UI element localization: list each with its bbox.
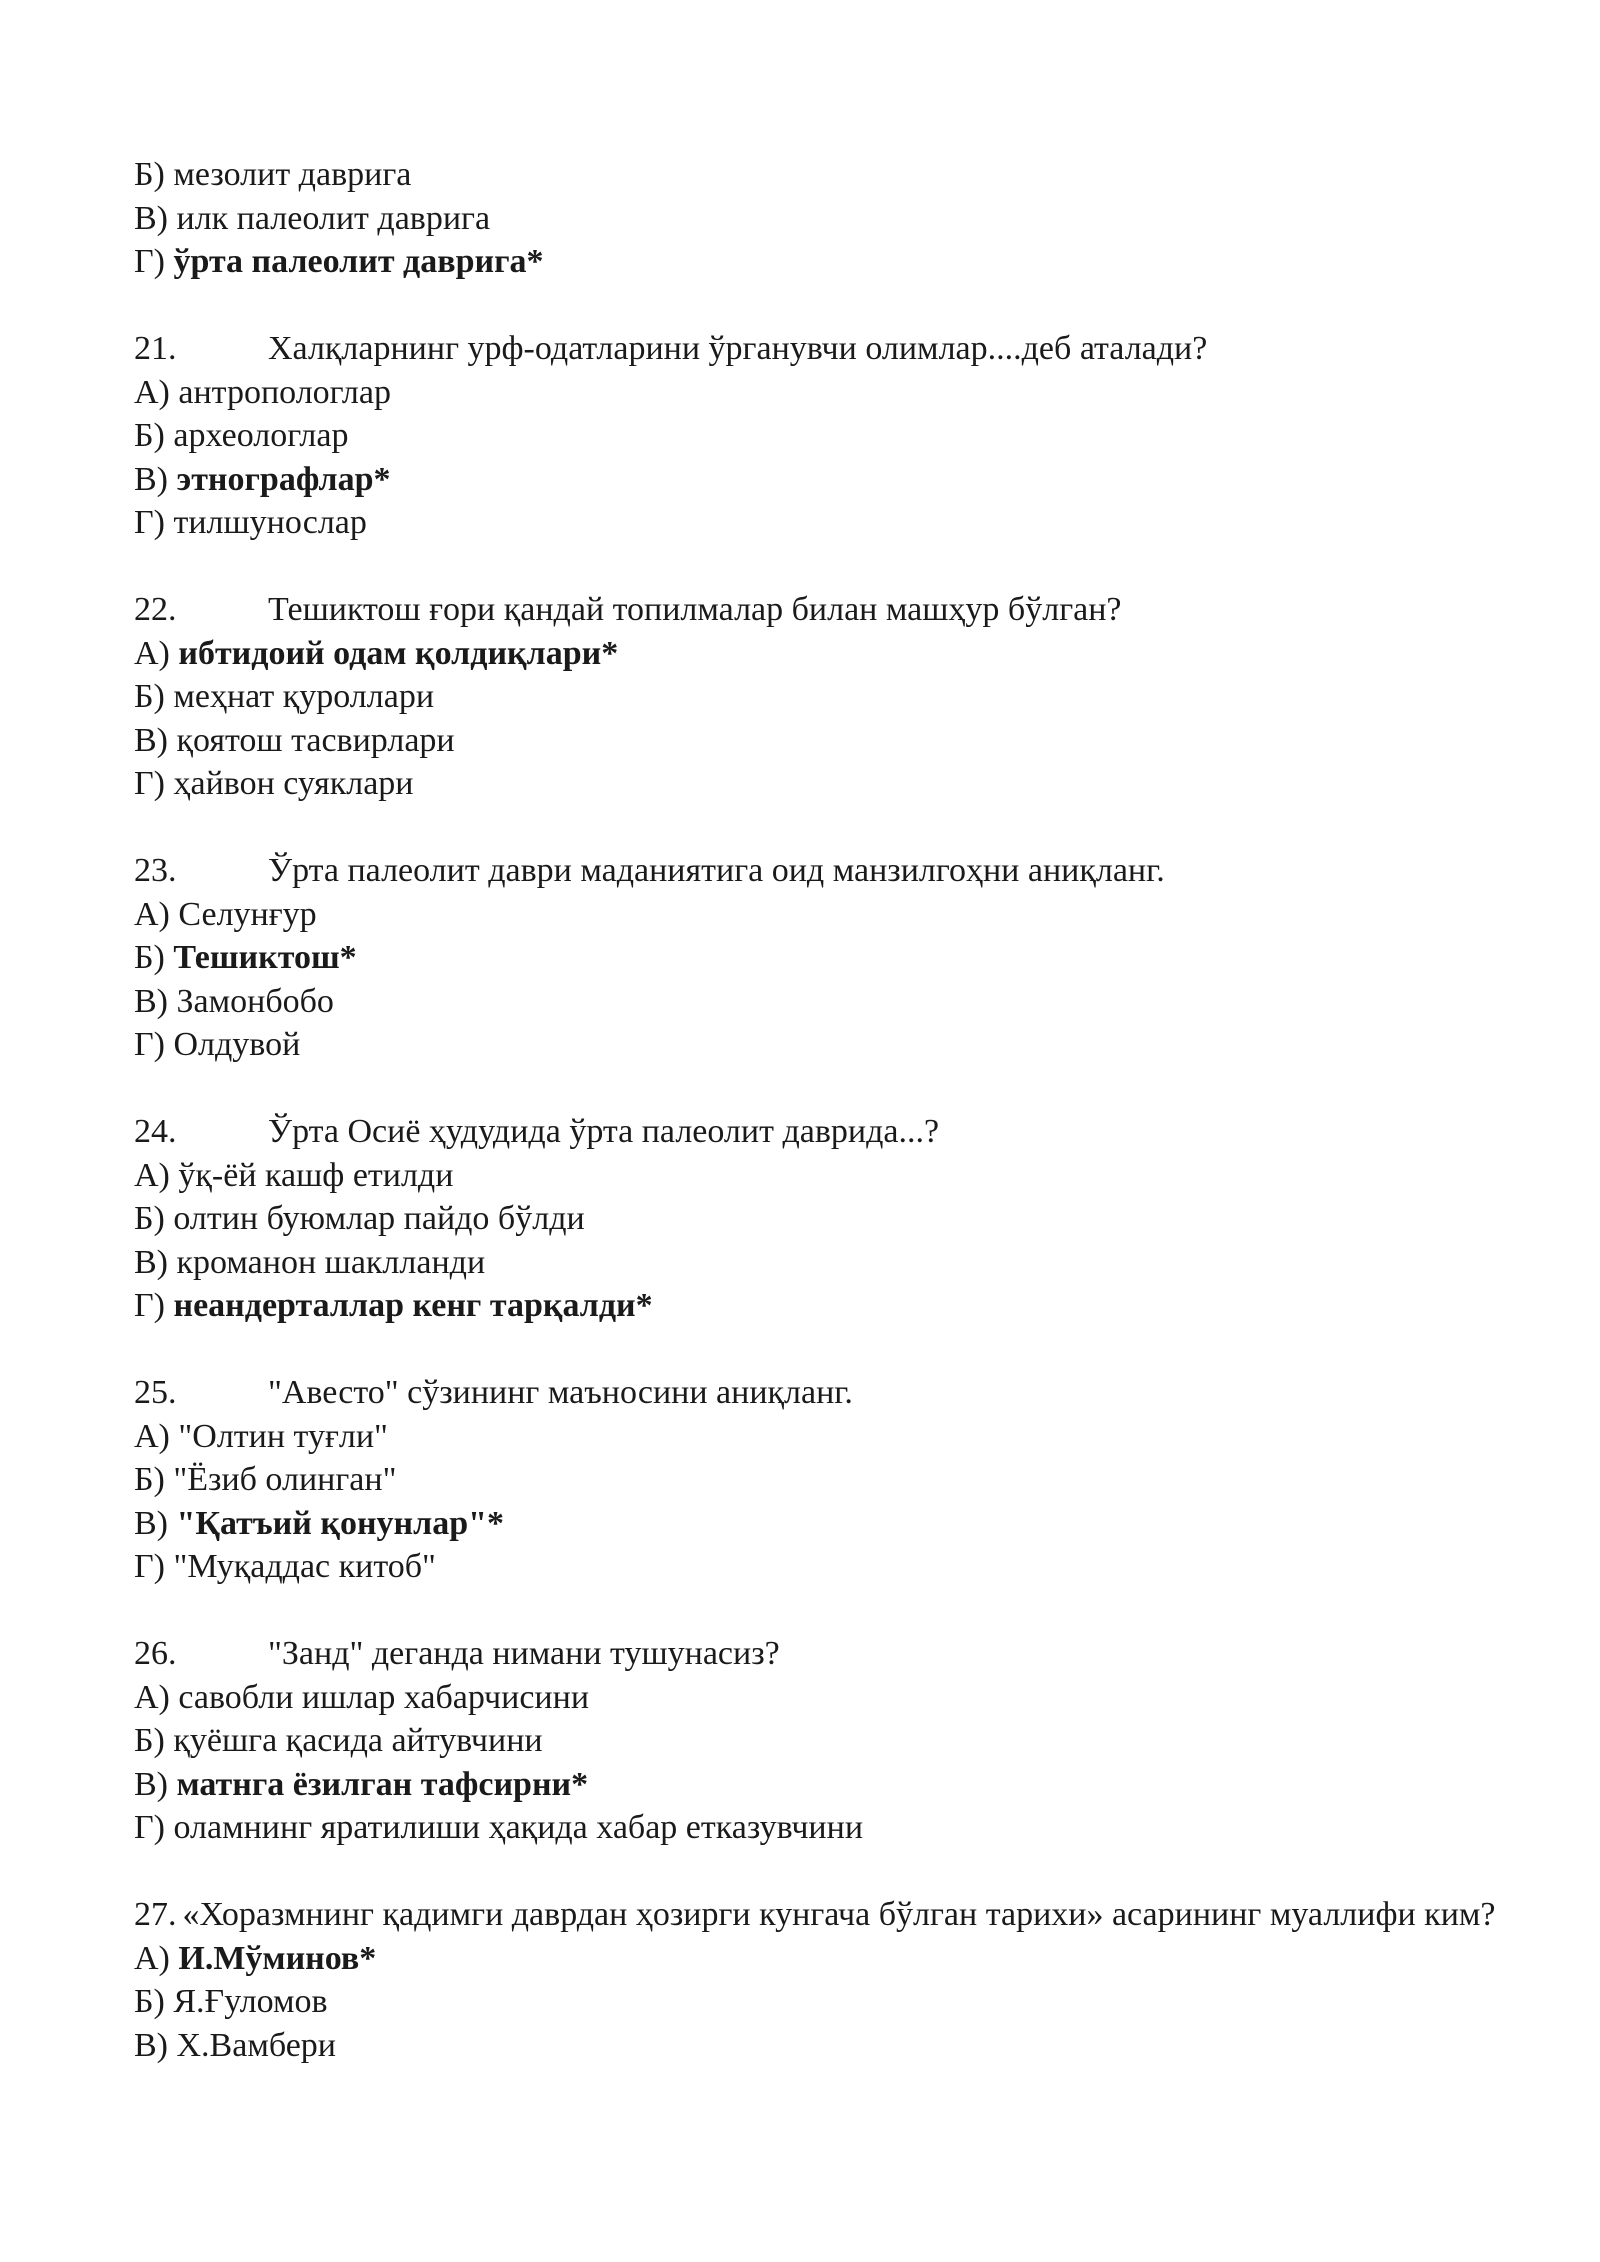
option-line bbox=[134, 1676, 1496, 1720]
question-text: «Хоразмнинг қадимги даврдан ҳозирги кунгача бўлган тарихи» асарининг муаллифи ким? bbox=[182, 1896, 1496, 1933]
question-line bbox=[134, 327, 1496, 371]
option-label: Г) bbox=[134, 1548, 165, 1585]
question-number: 24. bbox=[134, 1113, 177, 1150]
option-line bbox=[134, 1458, 1496, 1502]
option-label: Г) bbox=[134, 1287, 165, 1324]
option-line bbox=[134, 153, 1496, 197]
option-text: Х.Вамбери bbox=[176, 2026, 336, 2064]
option-text: ҳайвон суяклари bbox=[173, 765, 414, 802]
question-27 bbox=[134, 1893, 1496, 1937]
question-text: Тешиктош ғори қандай топилмалар билан машҳур бўлган? bbox=[268, 591, 1122, 628]
option-text: савобли ишлар хабарчисини bbox=[178, 1678, 590, 1716]
option-label: А) bbox=[134, 1939, 170, 1977]
option-line bbox=[134, 1980, 1496, 2024]
option-label: В) bbox=[134, 1504, 168, 1542]
option-line bbox=[134, 980, 1496, 1024]
option-label: Б) bbox=[134, 1722, 165, 1759]
option-text: Замонбобо bbox=[176, 982, 334, 1020]
option-text: олтин буюмлар пайдо бўлди bbox=[173, 1200, 585, 1237]
option-text: антропологлар bbox=[178, 373, 391, 411]
option-label: Г) bbox=[134, 1809, 165, 1846]
question-number: 25. bbox=[134, 1374, 177, 1411]
spacer bbox=[134, 1850, 1496, 1894]
option-line bbox=[134, 1241, 1496, 1285]
question-text: Ўрта палеолит даври маданиятига оид манзилгоҳни аниқланг. bbox=[268, 852, 1165, 889]
question-line bbox=[134, 588, 1496, 632]
question-number: 21. bbox=[134, 330, 177, 367]
option-text: меҳнат қуроллари bbox=[173, 678, 435, 715]
option-line bbox=[134, 1763, 1496, 1807]
option-line bbox=[134, 240, 1496, 284]
option-line bbox=[134, 371, 1496, 415]
question-line bbox=[134, 1371, 1496, 1415]
option-label: Г) bbox=[134, 243, 165, 280]
option-text: қуёшга қасида айтувчини bbox=[173, 1722, 543, 1759]
option-label: Б) bbox=[134, 417, 165, 454]
correct-option-text: неандерталлар кенг тарқалди* bbox=[173, 1287, 653, 1324]
option-line bbox=[134, 1719, 1496, 1763]
page-content bbox=[134, 153, 1496, 2067]
question-line bbox=[134, 1110, 1496, 1154]
option-text: "Ёзиб олинган" bbox=[173, 1461, 397, 1498]
option-text: "Олтин туғли" bbox=[178, 1417, 388, 1455]
question-text: "Занд" деганда нимани тушунасиз? bbox=[268, 1635, 780, 1672]
option-text: "Муқаддас китоб" bbox=[173, 1548, 436, 1585]
option-text: Я.Ғуломов bbox=[173, 1983, 328, 2020]
option-line bbox=[134, 197, 1496, 241]
option-label: В) bbox=[134, 1765, 168, 1803]
option-line bbox=[134, 501, 1496, 545]
question-text: Халқларнинг урф-одатларини ўрганувчи олимлар....деб аталади? bbox=[268, 330, 1208, 367]
option-text: илк палеолит даврига bbox=[176, 199, 491, 237]
option-line bbox=[134, 1284, 1496, 1328]
option-line bbox=[134, 1023, 1496, 1067]
option-label: Г) bbox=[134, 504, 165, 541]
option-label: А) bbox=[134, 1417, 170, 1455]
option-label: В) bbox=[134, 199, 168, 237]
option-label: В) bbox=[134, 1243, 168, 1281]
option-label: А) bbox=[134, 1678, 170, 1716]
option-text: Олдувой bbox=[173, 1026, 301, 1063]
option-line bbox=[134, 632, 1496, 676]
option-text: ўқ-ёй кашф етилди bbox=[178, 1156, 454, 1194]
question-number: 26. bbox=[134, 1635, 177, 1672]
option-label: Г) bbox=[134, 1026, 165, 1063]
option-label: А) bbox=[134, 1156, 170, 1194]
option-label: Б) bbox=[134, 939, 165, 976]
question-text: Ўрта Осиё ҳудудида ўрта палеолит даврида...? bbox=[268, 1113, 940, 1150]
correct-option-text: "Қатъий қонунлар"* bbox=[176, 1504, 504, 1542]
question-number: 22. bbox=[134, 591, 177, 628]
option-label: В) bbox=[134, 460, 168, 498]
option-label: А) bbox=[134, 373, 170, 411]
option-label: Б) bbox=[134, 1461, 165, 1498]
correct-option-text: этнографлар* bbox=[176, 460, 391, 498]
option-text: археологлар bbox=[173, 417, 349, 454]
spacer bbox=[134, 1589, 1496, 1633]
question-line bbox=[134, 1632, 1496, 1676]
option-label: В) bbox=[134, 982, 168, 1020]
option-text: Селунғур bbox=[178, 895, 317, 933]
option-text: мезолит даврига bbox=[173, 156, 412, 193]
option-label: В) bbox=[134, 721, 168, 759]
option-line bbox=[134, 1937, 1496, 1981]
option-label: А) bbox=[134, 895, 170, 933]
option-line bbox=[134, 762, 1496, 806]
option-line bbox=[134, 1545, 1496, 1589]
question-number: 23. bbox=[134, 852, 177, 889]
option-label: Б) bbox=[134, 678, 165, 715]
option-label: В) bbox=[134, 2026, 168, 2064]
option-label: Б) bbox=[134, 156, 165, 193]
question-number: 27. bbox=[134, 1896, 177, 1933]
option-label: Б) bbox=[134, 1983, 165, 2020]
correct-option-text: Тешиктош* bbox=[173, 939, 357, 976]
question-text: "Авесто" сўзининг маъносини аниқланг. bbox=[268, 1374, 853, 1411]
correct-option-text: И.Мўминов* bbox=[178, 1939, 377, 1977]
option-text: қоятош тасвирлари bbox=[176, 721, 455, 759]
option-line bbox=[134, 2024, 1496, 2068]
spacer bbox=[134, 545, 1496, 589]
option-line bbox=[134, 893, 1496, 937]
option-line bbox=[134, 414, 1496, 458]
option-label: Б) bbox=[134, 1200, 165, 1237]
spacer bbox=[134, 806, 1496, 850]
correct-option-text: матнга ёзилган тафсирни* bbox=[176, 1765, 589, 1803]
correct-option-text: ўрта палеолит даврига* bbox=[173, 243, 544, 280]
option-line bbox=[134, 1197, 1496, 1241]
option-line bbox=[134, 719, 1496, 763]
option-line bbox=[134, 1502, 1496, 1546]
option-line bbox=[134, 1806, 1496, 1850]
question-line bbox=[134, 849, 1496, 893]
spacer bbox=[134, 284, 1496, 328]
correct-option-text: ибтидоий одам қолдиқлари* bbox=[178, 634, 619, 672]
option-text: оламнинг яратилиши ҳақида хабар етказувчини bbox=[173, 1809, 864, 1846]
option-line bbox=[134, 675, 1496, 719]
spacer bbox=[134, 1067, 1496, 1111]
option-text: кроманон шаклланди bbox=[176, 1243, 486, 1281]
option-text: тилшунослар bbox=[173, 504, 367, 541]
spacer bbox=[134, 1328, 1496, 1372]
option-line bbox=[134, 936, 1496, 980]
option-label: Г) bbox=[134, 765, 165, 802]
option-line bbox=[134, 1154, 1496, 1198]
option-line bbox=[134, 458, 1496, 502]
option-label: А) bbox=[134, 634, 170, 672]
option-line bbox=[134, 1415, 1496, 1459]
